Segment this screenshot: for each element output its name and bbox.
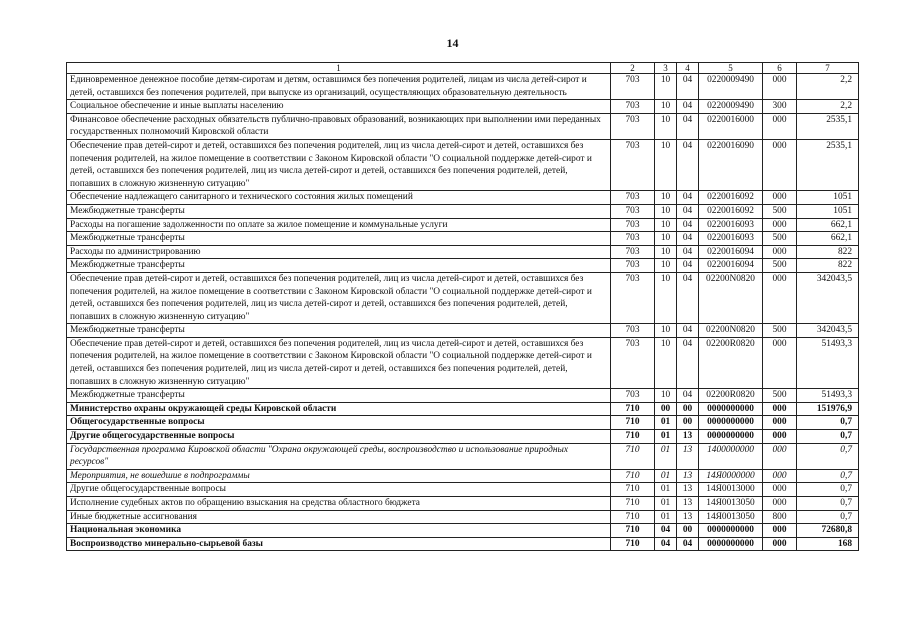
row-target-article-cell: 02200N0820 [699,324,763,338]
row-target-article-cell: 0220016093 [699,232,763,246]
row-ministry-code-cell: 703 [611,113,655,139]
row-name-cell: Единовременное денежное пособие детям-сиротам и детям, оставшимся без попечения родителей, лицам из числа детей-сирот и детей, оставшихся без попечения родителей, при выпуске из организаций, осуществляющих образовательную деятельность [67,74,611,100]
row-expense-type-cell: 500 [763,259,797,273]
row-expense-type-cell: 500 [763,232,797,246]
table-row [67,337,859,388]
row-target-article-cell: 14Я0000000 [699,469,763,483]
row-target-article-cell: 0000000000 [699,402,763,416]
column-header: 6 [763,63,797,74]
row-subsection-cell: 00 [677,416,699,430]
row-target-article-cell: 0220016092 [699,204,763,218]
table-row [67,218,859,232]
row-section-cell: 01 [655,430,677,444]
row-name-cell: Межбюджетные трансферты [67,232,611,246]
table-row [67,324,859,338]
column-header: 4 [677,63,699,74]
row-name-cell: Мероприятия, не вошедшие в подпрограммы [67,469,611,483]
row-ministry-code-cell: 710 [611,537,655,551]
row-expense-type-cell: 000 [763,191,797,205]
row-amount-cell: 0,7 [797,469,859,483]
row-ministry-code-cell: 710 [611,483,655,497]
table-row [67,74,859,100]
row-section-cell: 10 [655,113,677,139]
row-subsection-cell: 04 [677,389,699,403]
row-subsection-cell: 04 [677,204,699,218]
row-name-cell: Общегосударственные вопросы [67,416,611,430]
row-name-cell: Расходы по администрированию [67,245,611,259]
row-expense-type-cell: 000 [763,74,797,100]
column-header: 3 [655,63,677,74]
row-expense-type-cell: 000 [763,113,797,139]
row-section-cell: 10 [655,218,677,232]
table-row [67,100,859,114]
table-row [67,113,859,139]
row-section-cell: 01 [655,497,677,511]
row-amount-cell: 51493,3 [797,337,859,388]
table-row [67,389,859,403]
row-amount-cell: 151976,9 [797,402,859,416]
row-subsection-cell: 04 [677,272,699,323]
row-name-cell: Социальное обеспечение и иные выплаты населению [67,100,611,114]
row-target-article-cell: 0220016092 [699,191,763,205]
row-subsection-cell: 04 [677,259,699,273]
row-ministry-code-cell: 703 [611,324,655,338]
row-subsection-cell: 04 [677,113,699,139]
row-ministry-code-cell: 710 [611,497,655,511]
row-amount-cell: 822 [797,259,859,273]
row-amount-cell: 2535,1 [797,113,859,139]
row-subsection-cell: 04 [677,537,699,551]
row-target-article-cell: 0220009490 [699,100,763,114]
row-subsection-cell: 13 [677,510,699,524]
row-amount-cell: 0,7 [797,430,859,444]
row-name-cell: Государственная программа Кировской области "Охрана окружающей среды, воспроизводство и использование природных ресурсов" [67,443,611,469]
row-section-cell: 01 [655,469,677,483]
row-ministry-code-cell: 703 [611,204,655,218]
row-subsection-cell: 13 [677,443,699,469]
table-row [67,272,859,323]
row-name-cell: Финансовое обеспечение расходных обязательств публично-правовых образований, возникающих при выполнении ими переданных государственных полномочий Кировской области [67,113,611,139]
row-expense-type-cell: 000 [763,402,797,416]
row-ministry-code-cell: 710 [611,430,655,444]
row-section-cell: 10 [655,232,677,246]
table-header-row [67,63,859,74]
row-ministry-code-cell: 710 [611,524,655,538]
row-name-cell: Исполнение судебных актов по обращению взыскания на средства областного бюджета [67,497,611,511]
row-name-cell: Иные бюджетные ассигнования [67,510,611,524]
row-amount-cell: 168 [797,537,859,551]
row-expense-type-cell: 000 [763,483,797,497]
row-ministry-code-cell: 703 [611,191,655,205]
table-row [67,402,859,416]
row-expense-type-cell: 000 [763,416,797,430]
row-target-article-cell: 0220016094 [699,259,763,273]
table-row [67,443,859,469]
row-expense-type-cell: 000 [763,469,797,483]
row-ministry-code-cell: 710 [611,402,655,416]
row-target-article-cell: 0220016093 [699,218,763,232]
row-section-cell: 01 [655,483,677,497]
column-header: 2 [611,63,655,74]
row-target-article-cell: 0220016090 [699,139,763,190]
row-name-cell: Обеспечение прав детей-сирот и детей, оставшихся без попечения родителей, лиц из числа детей-сирот и детей, оставшихся без попечения родителей, на жилое помещение в соответствии с Законом Кировской области "О социальной поддержке детей-сирот и детей, оставшихся без попечения родителей, лиц из числа детей-сирот и детей, оставшихся без попечения родителей, детей, попавших в сложную жизненную ситуацию" [67,272,611,323]
row-amount-cell: 342043,5 [797,324,859,338]
row-amount-cell: 2535,1 [797,139,859,190]
row-target-article-cell: 14Я0013000 [699,483,763,497]
row-name-cell: Другие общегосударственные вопросы [67,430,611,444]
row-amount-cell: 0,7 [797,510,859,524]
row-subsection-cell: 00 [677,402,699,416]
row-amount-cell: 2,2 [797,100,859,114]
row-target-article-cell: 02200R0820 [699,337,763,388]
table-row [67,259,859,273]
row-section-cell: 10 [655,272,677,323]
row-target-article-cell: 0000000000 [699,430,763,444]
row-section-cell: 01 [655,510,677,524]
row-section-cell: 00 [655,402,677,416]
row-section-cell: 04 [655,537,677,551]
row-section-cell: 10 [655,191,677,205]
row-target-article-cell: 0220009490 [699,74,763,100]
row-expense-type-cell: 000 [763,537,797,551]
row-name-cell: Другие общегосударственные вопросы [67,483,611,497]
row-ministry-code-cell: 703 [611,272,655,323]
row-ministry-code-cell: 703 [611,139,655,190]
row-section-cell: 01 [655,416,677,430]
row-expense-type-cell: 500 [763,204,797,218]
row-expense-type-cell: 000 [763,218,797,232]
page-number: 14 [446,36,459,50]
row-subsection-cell: 04 [677,139,699,190]
row-subsection-cell: 13 [677,469,699,483]
row-expense-type-cell: 000 [763,430,797,444]
table-row [67,204,859,218]
row-subsection-cell: 04 [677,74,699,100]
table-row [67,483,859,497]
row-ministry-code-cell: 703 [611,100,655,114]
row-ministry-code-cell: 710 [611,469,655,483]
row-target-article-cell: 0000000000 [699,537,763,551]
row-section-cell: 10 [655,74,677,100]
row-name-cell: Министерство охраны окружающей среды Кировской области [67,402,611,416]
row-ministry-code-cell: 703 [611,218,655,232]
row-amount-cell: 72680,8 [797,524,859,538]
row-target-article-cell: 0220016094 [699,245,763,259]
row-subsection-cell: 13 [677,430,699,444]
row-subsection-cell: 04 [677,324,699,338]
row-subsection-cell: 13 [677,483,699,497]
row-expense-type-cell: 800 [763,510,797,524]
row-subsection-cell: 04 [677,337,699,388]
table-row [67,416,859,430]
row-expense-type-cell: 000 [763,139,797,190]
table-body [67,74,859,551]
row-section-cell: 10 [655,337,677,388]
row-expense-type-cell: 500 [763,389,797,403]
table-row [67,245,859,259]
row-ministry-code-cell: 703 [611,337,655,388]
row-target-article-cell: 02200R0820 [699,389,763,403]
table-row [67,139,859,190]
row-target-article-cell: 02200N0820 [699,272,763,323]
budget-table [66,62,859,551]
row-target-article-cell: 0000000000 [699,524,763,538]
row-expense-type-cell: 000 [763,337,797,388]
row-name-cell: Воспроизводство минерально-сырьевой базы [67,537,611,551]
row-amount-cell: 822 [797,245,859,259]
row-ministry-code-cell: 710 [611,416,655,430]
row-amount-cell: 0,7 [797,416,859,430]
row-amount-cell: 0,7 [797,497,859,511]
row-section-cell: 04 [655,524,677,538]
row-expense-type-cell: 000 [763,245,797,259]
row-amount-cell: 662,1 [797,232,859,246]
table-row [67,232,859,246]
table-row [67,537,859,551]
row-section-cell: 10 [655,259,677,273]
row-expense-type-cell: 000 [763,443,797,469]
row-section-cell: 10 [655,324,677,338]
row-section-cell: 10 [655,245,677,259]
row-amount-cell: 0,7 [797,483,859,497]
row-ministry-code-cell: 710 [611,510,655,524]
row-subsection-cell: 13 [677,497,699,511]
column-header: 7 [797,63,859,74]
table-row [67,469,859,483]
row-amount-cell: 0,7 [797,443,859,469]
table-row [67,524,859,538]
row-name-cell: Расходы на погашение задолженности по оплате за жилое помещение и коммунальные услуги [67,218,611,232]
row-name-cell: Межбюджетные трансферты [67,259,611,273]
row-subsection-cell: 00 [677,524,699,538]
row-ministry-code-cell: 703 [611,259,655,273]
row-name-cell: Межбюджетные трансферты [67,389,611,403]
row-section-cell: 10 [655,139,677,190]
row-target-article-cell: 14Я0013050 [699,510,763,524]
row-target-article-cell: 0000000000 [699,416,763,430]
row-amount-cell: 51493,3 [797,389,859,403]
table-row [67,497,859,511]
row-subsection-cell: 04 [677,100,699,114]
row-section-cell: 10 [655,204,677,218]
column-header: 1 [67,63,611,74]
row-subsection-cell: 04 [677,245,699,259]
table-row [67,510,859,524]
row-ministry-code-cell: 703 [611,245,655,259]
row-amount-cell: 1051 [797,204,859,218]
row-subsection-cell: 04 [677,218,699,232]
row-subsection-cell: 04 [677,232,699,246]
row-name-cell: Межбюджетные трансферты [67,324,611,338]
row-target-article-cell: 14Я0013050 [699,497,763,511]
row-section-cell: 10 [655,100,677,114]
row-amount-cell: 342043,5 [797,272,859,323]
row-amount-cell: 662,1 [797,218,859,232]
row-name-cell: Обеспечение надлежащего санитарного и технического состояния жилых помещений [67,191,611,205]
row-target-article-cell: 1400000000 [699,443,763,469]
row-ministry-code-cell: 710 [611,443,655,469]
row-expense-type-cell: 000 [763,497,797,511]
row-target-article-cell: 0220016000 [699,113,763,139]
row-section-cell: 10 [655,389,677,403]
row-name-cell: Обеспечение прав детей-сирот и детей, оставшихся без попечения родителей, лиц из числа детей-сирот и детей, оставшихся без попечения родителей, на жилое помещение в соответствии с Законом Кировской области "О социальной поддержке детей-сирот и детей, оставшихся без попечения родителей, лиц из числа детей-сирот и детей, оставшихся без попечения родителей, детей, попавших в сложную жизненную ситуацию" [67,139,611,190]
row-name-cell: Межбюджетные трансферты [67,204,611,218]
row-subsection-cell: 04 [677,191,699,205]
row-expense-type-cell: 500 [763,324,797,338]
row-amount-cell: 2,2 [797,74,859,100]
row-expense-type-cell: 000 [763,272,797,323]
row-expense-type-cell: 300 [763,100,797,114]
row-name-cell: Национальная экономика [67,524,611,538]
row-ministry-code-cell: 703 [611,232,655,246]
row-ministry-code-cell: 703 [611,74,655,100]
column-header: 5 [699,63,763,74]
row-amount-cell: 1051 [797,191,859,205]
row-ministry-code-cell: 703 [611,389,655,403]
row-expense-type-cell: 000 [763,524,797,538]
row-name-cell: Обеспечение прав детей-сирот и детей, оставшихся без попечения родителей, лиц из числа детей-сирот и детей, оставшихся без попечения родителей, на жилое помещение в соответствии с Законом Кировской области "О социальной поддержке детей-сирот и детей, оставшихся без попечения родителей, лиц из числа детей-сирот и детей, оставшихся без попечения родителей, детей, попавших в сложную жизненную ситуацию" [67,337,611,388]
table-row [67,191,859,205]
row-section-cell: 01 [655,443,677,469]
table-row [67,430,859,444]
